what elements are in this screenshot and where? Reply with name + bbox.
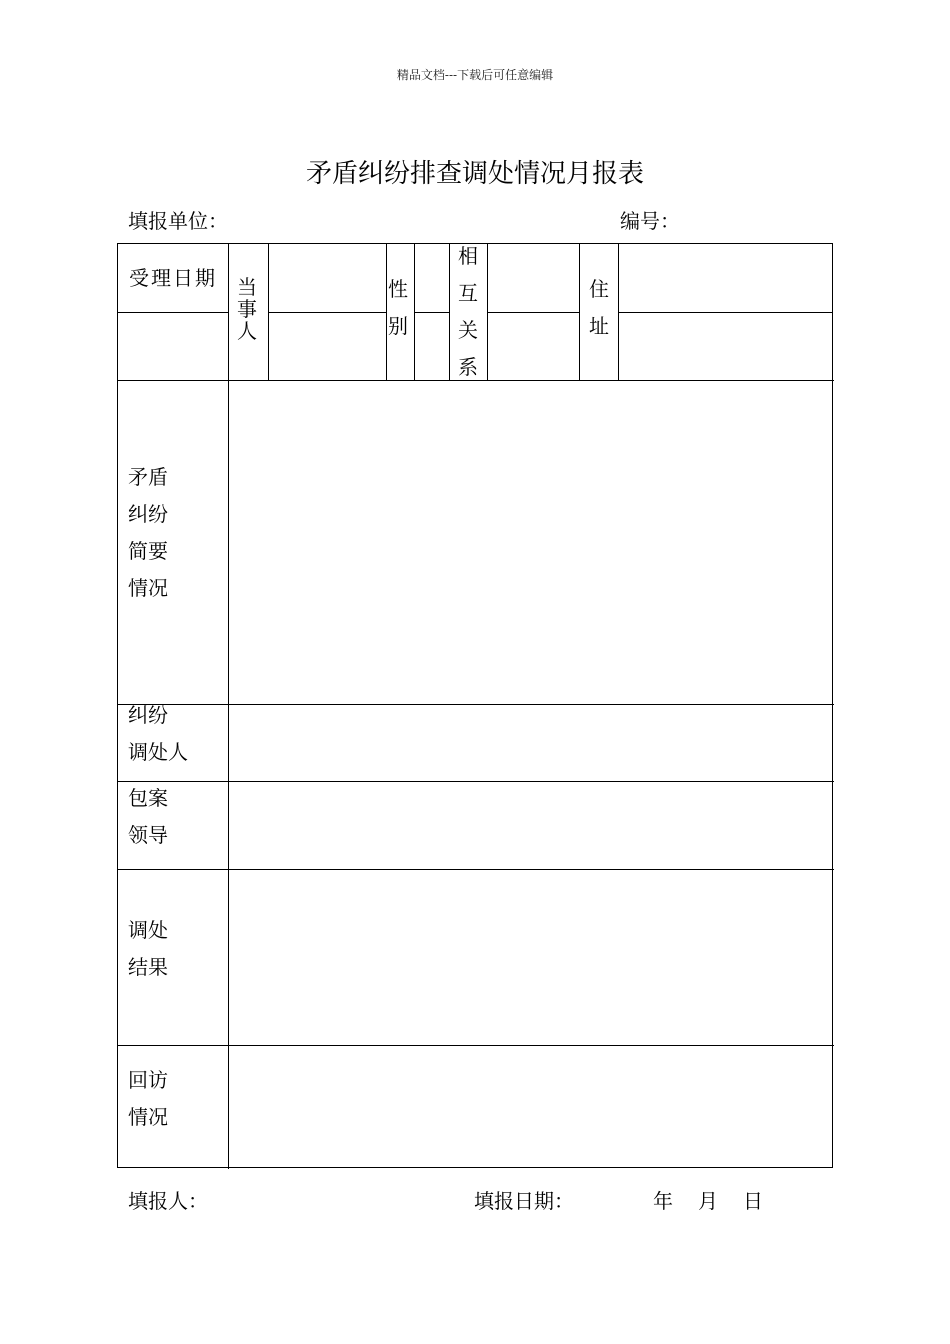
relation-label: 相 互 关 系: [458, 244, 478, 379]
address-field-2[interactable]: [619, 313, 833, 380]
revisit-field[interactable]: [229, 1046, 833, 1168]
page-title: 矛盾纠纷排查调处情况月报表: [305, 159, 644, 189]
divider-line: [449, 244, 450, 380]
divider-line: [579, 244, 580, 380]
month-label: 月: [698, 1189, 718, 1213]
fill-unit-label: 填报单位：: [128, 209, 228, 233]
summary-field[interactable]: [229, 381, 833, 704]
party-label: 当 事 人: [237, 275, 257, 343]
header-note: 精品文档---下载后可任意编辑: [396, 68, 554, 82]
reporter-label: 填报人：: [128, 1189, 208, 1213]
relation-field-2[interactable]: [488, 313, 579, 380]
summary-label: 矛盾 纠纷 简要 情况: [128, 465, 168, 600]
accept-date-label: 受理日期: [129, 266, 217, 290]
mediator-field[interactable]: [229, 705, 833, 781]
party-name-field-1[interactable]: [269, 244, 386, 312]
report-form-table: [117, 243, 833, 1168]
result-label: 调处 结果: [128, 918, 168, 979]
revisit-label: 回访 情况: [128, 1068, 168, 1129]
year-label: 年: [653, 1189, 673, 1213]
address-field-1[interactable]: [619, 244, 833, 312]
leader-label: 包案 领导: [128, 786, 168, 847]
accept-date-field[interactable]: [118, 313, 228, 380]
gender-field-1[interactable]: [415, 244, 449, 312]
relation-field-1[interactable]: [488, 244, 579, 312]
report-date-label: 填报日期：: [474, 1189, 574, 1213]
address-label: 住 址: [589, 277, 609, 338]
day-label: 日: [743, 1189, 763, 1213]
gender-field-2[interactable]: [415, 313, 449, 380]
result-field[interactable]: [229, 870, 833, 1045]
leader-field[interactable]: [229, 782, 833, 869]
gender-label: 性 别: [388, 277, 408, 338]
number-label: 编号：: [620, 209, 680, 233]
party-name-field-2[interactable]: [269, 313, 386, 380]
mediator-label: 纠纷 调处人: [128, 703, 188, 764]
